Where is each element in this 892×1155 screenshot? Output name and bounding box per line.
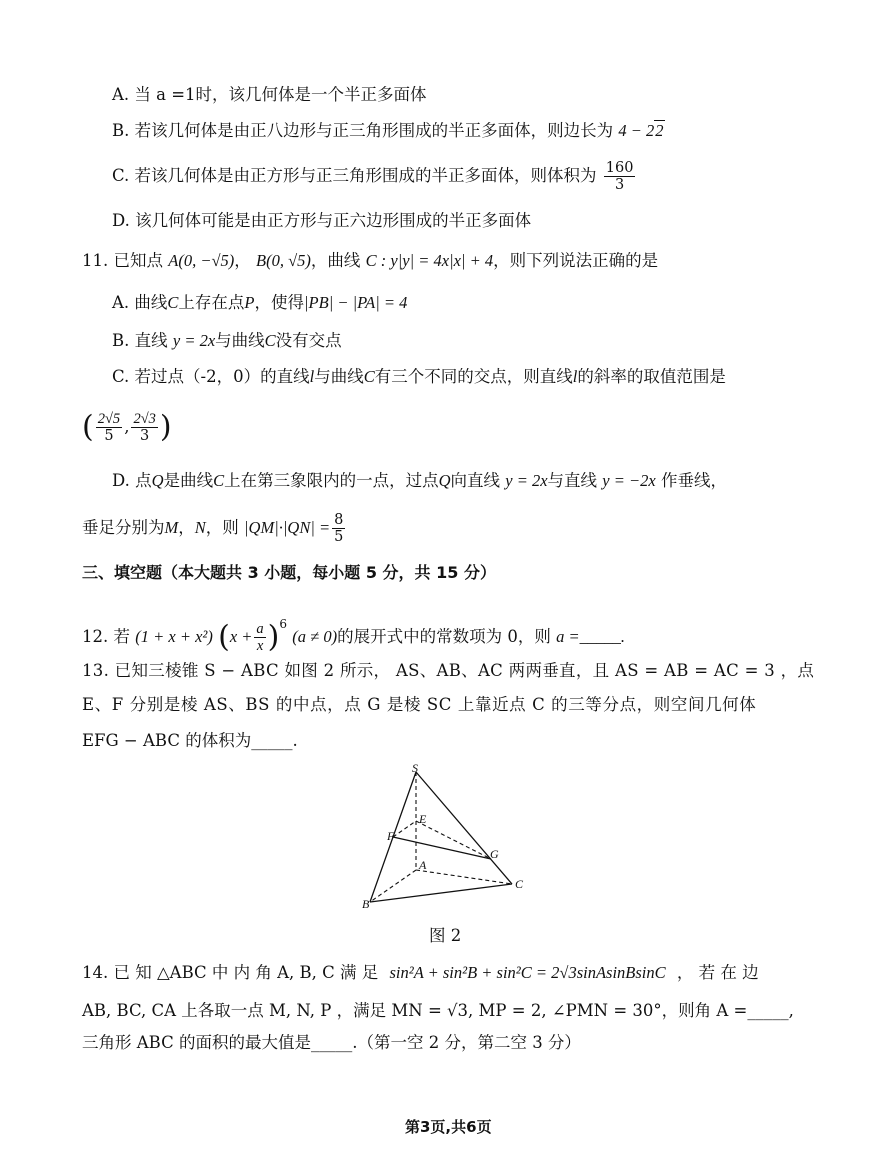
q11-option-d-text-5: 与直线 (547, 471, 598, 490)
q14-line-1 (82, 962, 759, 984)
q12-expr-1: (1 + x + x²) (135, 627, 213, 646)
q12: 12. 若 (1 + x + x²) (x + $\frac{a}{x}$ )$^6$ (a ≠ 0)的展开式中的常数项为 0，则 a =_____. (82, 617, 625, 655)
fraction-denominator: 3 (140, 428, 150, 444)
q11-option-c-text-1: C. 若过点（-2，0）的直线 (112, 367, 310, 386)
label-a: A (419, 858, 427, 872)
q11-option-d-line-1: y = 2x (505, 471, 548, 490)
q11-option-d-continued: 垂足分别为M，N，则 |QM|·|QN| = $\frac{8}{5}$ (82, 512, 344, 545)
q11-option-b-text-2: 与曲线 (215, 331, 265, 350)
fraction-numerator: 160 (605, 160, 634, 176)
q11-option-c-text-3: 有三个不同的交点，则直线 (374, 367, 573, 386)
label-f: F (387, 829, 395, 843)
fraction-denominator: 5 (104, 428, 114, 444)
q11-option-b-line: y = 2x (172, 331, 216, 350)
q11-option-d-text-2: 是曲线 (163, 471, 214, 490)
q11-stem-text-a: 11. 已知点 (82, 251, 163, 270)
edge-fg (393, 837, 491, 859)
label-e: E (419, 812, 427, 826)
q12-condition: (a ≠ 0) (292, 627, 338, 646)
q11-option-c-text-2: 与曲线 (314, 367, 364, 386)
q11-stem-text-b: ，曲线 (310, 251, 361, 270)
q12-exponent: 6 (279, 617, 288, 631)
label-s: S (412, 762, 418, 775)
edge-eg (416, 821, 491, 859)
figure-caption: 图 2 (429, 926, 462, 945)
fraction-numerator: 2√3 (133, 411, 156, 427)
q11-option-a-text-1: A. 曲线 (112, 293, 168, 312)
q11-option-d-fraction (332, 512, 345, 545)
range-upper-fraction (131, 411, 157, 444)
label-g: G (490, 847, 499, 861)
q10-option-a: A. 当 a =1时，该几何体是一个半正多面体 (112, 85, 427, 104)
q11-option-b-text-3: 没有交点 (275, 331, 342, 350)
q10-option-c-fraction (604, 160, 636, 193)
q10-option-b-radical: 2 (655, 121, 664, 140)
q10-option-c-text: C. 若该几何体是由正方形与正三角形围成的半正多面体，则体积为 (112, 166, 597, 185)
q12-expr-2: x + (229, 627, 253, 646)
q11-option-d-line-2: y = −2x (602, 471, 656, 490)
q11-option-a-text-3: ，使得 (254, 293, 305, 312)
q11-curve: C : y|y| = 4x|x| + 4 (365, 251, 494, 270)
q11-option-b: B. 直线 y = 2x与曲线C没有交点 (112, 331, 342, 350)
fraction-numerator: 2√5 (97, 411, 121, 427)
q11-option-d-text-8: ，则 (205, 518, 239, 537)
range-lower-fraction (96, 411, 122, 444)
q13-line-1: 13. 已知三棱锥 S − ABC 如图 2 所示， AS、AB、AC 两两垂直，且 AS = AB = AC = 3 ，点 (82, 661, 815, 680)
q10-option-b-text: B. 若该几何体是由正八边形与正三角形围成的半正多面体，则边长为 (112, 121, 614, 140)
q11-option-c-range: ( $\frac{2√5}{5}$ , $\frac{2√3}{3}$ ) (82, 409, 172, 445)
q11-option-c-text-4: 的斜率的取值范围是 (577, 367, 726, 386)
label-c: C (515, 877, 524, 891)
pyramid-figure (360, 762, 532, 914)
q11-option-a-equation: |PB| − |PA| = 4 (304, 293, 408, 312)
q14-equation: sin²A + sin²B + sin²C = 2√3sinAsinBsinC (389, 963, 666, 982)
edge-ac (416, 870, 512, 884)
page-footer: 第3页,共6页 (405, 1118, 492, 1136)
q11-option-b-text-1: B. 直线 (112, 331, 168, 350)
label-b: B (362, 897, 370, 911)
q12-text-2: 的展开式中的常数项为 0，则 (337, 627, 551, 646)
q11-option-d-text-7: 垂足分别为 (82, 518, 165, 537)
q11-option-a: A. 曲线C上存在点P，使得|PB| − |PA| = 4 (112, 293, 408, 312)
q10-option-c (112, 156, 637, 196)
q11-option-a-text-2: 上存在点 (178, 293, 245, 312)
fraction-denominator: x (256, 638, 264, 654)
q12-text-1: 12. 若 (82, 627, 130, 646)
q10-option-b (112, 120, 665, 142)
q11-option-d-text-4: 向直线 (450, 471, 500, 490)
q10-option-b-value: 4 − 2 (618, 121, 655, 140)
q10-option-d: D. 该几何体可能是由正方形与正六边形围成的半正多面体 (112, 211, 532, 230)
q13-line-2: E、F 分别是棱 AS、BS 的中点，点 G 是棱 SC 上靠近点 C 的三等分点，则空间几何体 (82, 695, 757, 714)
q14-text-1: 14. 已 知 △ABC 中 内 角 A, B, C 满 足 (82, 963, 379, 982)
q14-line-2: AB, BC, CA 上各取一点 M, N, P ，满足 MN = √3, MP = 2, ∠PMN = 30°，则角 A =_____, (82, 1001, 794, 1020)
section-3-header: 三、填空题（本大题共 3 小题，每小题 5 分，共 15 分） (82, 563, 496, 582)
q14-text-2: ， 若 在 边 (676, 963, 759, 982)
q11-option-d-text-3: 上在第三象限内的一点，过点 (224, 471, 439, 490)
fraction-numerator: 8 (334, 512, 344, 528)
q11-point-b: B(0, √5) (256, 251, 311, 270)
q12-fraction (254, 621, 265, 654)
q13-line-3: EFG − ABC 的体积为_____. (82, 731, 298, 750)
q11-option-d-equation: |QM|·|QN| = (244, 518, 331, 537)
q14-line-3: 三角形 ABC 的面积的最大值是_____.（第一空 2 分，第二空 3 分） (82, 1033, 581, 1052)
fraction-numerator: a (256, 621, 264, 637)
q11-stem: 11. 已知点 A(0, −√5)， B(0, √5)，曲线 C : y|y| = 4x|x| + 4，则下列说法正确的是 (82, 251, 659, 270)
q11-option-d-text-6: 作垂线， (660, 471, 727, 490)
fraction-denominator: 5 (334, 529, 344, 545)
fraction-denominator: 3 (615, 177, 625, 193)
q11-option-d: D. 点Q是曲线C上在第三象限内的一点，过点Q向直线 y = 2x与直线 y = −2x 作垂线， (112, 471, 727, 490)
q11-point-a: A(0, −√5) (168, 251, 235, 270)
q11-option-c: C. 若过点（-2，0）的直线l与曲线C有三个不同的交点，则直线l的斜率的取值范围是 (112, 367, 726, 386)
q11-option-d-text-1: D. 点 (112, 471, 152, 490)
q12-answer-blank: a =_____. (556, 627, 625, 646)
q11-stem-text-c: ，则下列说法正确的是 (493, 251, 659, 270)
